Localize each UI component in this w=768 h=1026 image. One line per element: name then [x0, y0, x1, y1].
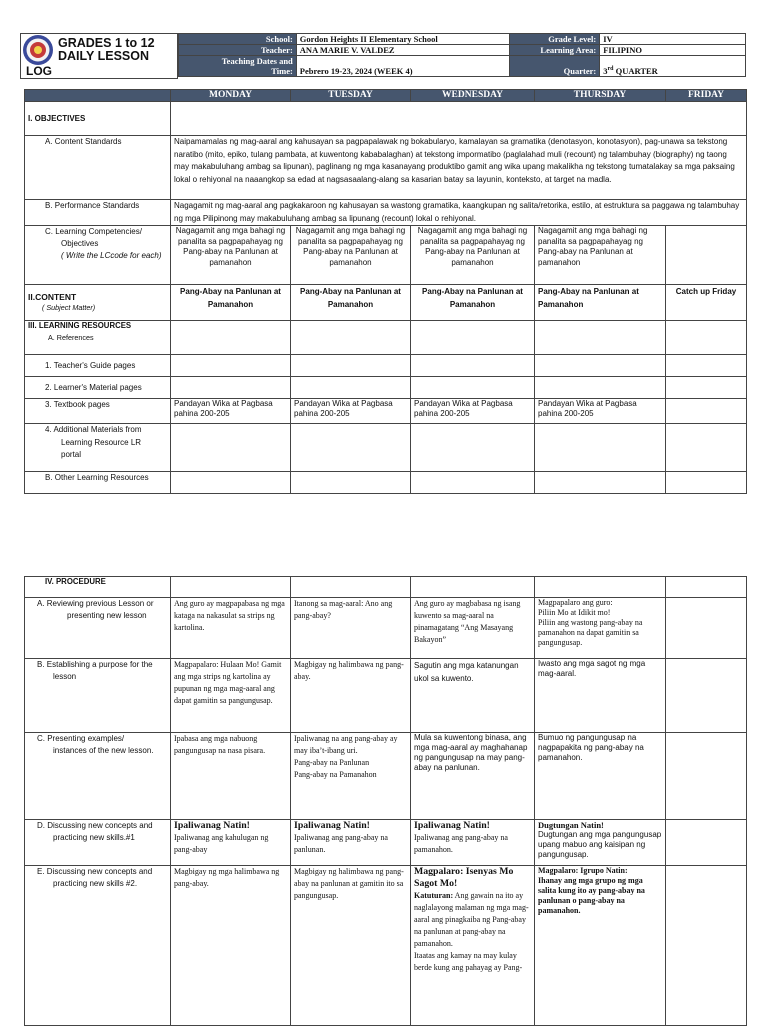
textbook-label: 3. Textbook pages: [25, 399, 171, 424]
presenting-label: C. Presenting examples/ instances of the new lesson.: [25, 733, 171, 820]
content-thursday: Pang-Abay na Panlunan at Pamanahon: [535, 285, 666, 321]
dates-label: Teaching Dates and Time:: [179, 56, 297, 77]
purpose-row: [25, 659, 747, 733]
competencies-label: C. Learning Competencies/ Objectives ( Write the LCcode for each): [25, 226, 171, 285]
competency-tuesday: Nagagamit ang mga bahagi ng panalita sa pagpapahayag ng Pang-abay na Panlunan at pamanahon: [291, 226, 411, 285]
teachers-guide-label: 1. Teacher's Guide pages: [25, 355, 171, 377]
discussing-2-label: E. Discussing new concepts and practicing new skills #2.: [25, 866, 171, 1026]
document-title: GRADES 1 to 12 DAILY LESSON: [58, 36, 155, 63]
presenting-tuesday: Ipaliwanag na ang pang-abay ay may iba’t-ibang uri. Pang-abay na Panlunan Pang-abay na Pamanahon: [291, 733, 411, 820]
content-monday: Pang-Abay na Panlunan at Pamanahon: [171, 285, 291, 321]
competency-thursday: Nagagamit ang mga bahagi ng panalita sa pagpapahayag ng Pang-abay na Panlunan at pamanahon: [535, 226, 666, 285]
purpose-label: B. Establishing a purpose for the lesson: [25, 659, 171, 733]
reviewing-label: A. Reviewing previous Lesson or presenting new lesson: [25, 598, 171, 659]
discussing-1-label: D. Discussing new concepts and practicing new skills.#1: [25, 820, 171, 866]
discussing-1-wednesday: Ipaliwanag Natin! Ipaliwanag ang pang-abay na pamanahon.: [411, 820, 535, 866]
quarter-label: Quarter:: [510, 56, 600, 77]
discussing-1-row: [25, 820, 747, 866]
reviewing-row: [25, 598, 747, 659]
performance-standards-text: Nagagamit ng mag-aaral ang pagkakaroon ng kahusayan sa wastong gramatika, kaangkupan ng salita/retorika, estilo, at estruktura sa paggawa ng talambuhay ng mga Pilipinong may makabuluhang ambag sa lipunang (recount) lokal o rehiyonal.: [171, 200, 747, 226]
purpose-wednesday: Sagutin ang mga katanungan ukol sa kuwento.: [411, 659, 535, 733]
textbook-tuesday: Pandayan Wika at Pagbasa pahina 200-205: [291, 399, 411, 424]
competency-monday: Nagagamit ang mga bahagi ng panalita sa pagpapahayag ng Pang-abay na Panlunan at pamanahon: [171, 226, 291, 285]
resources-heading: III. LEARNING RESOURCES A. References: [25, 321, 171, 355]
presenting-monday: Ipabasa ang mga nabuong pangungusap na nasa pisara.: [171, 733, 291, 820]
textbook-thursday: Pandayan Wika at Pagbasa pahina 200-205: [535, 399, 666, 424]
content-friday: Catch up Friday: [666, 285, 747, 321]
content-standards-text: Naipamamalas ng mag-aaral ang kahusayan sa pagpapalawak ng bokabularyo, kamalayan sa gramatika (denotasyon, konotasyon), pag-unawa sa tekstong naratibo (mito, epiko, tulang pambata, at kuwentong kababalaghan) at tekstong impormatibo (paglalahad muli (recount) ng talambuhay (biography) ng taong may makabuluhang ambag sa lipunan), paglinang ng mga kasanayang produktibo gamit ang wika upang makalikha ng tekstong tumatalakay sa mga paksaing lokal o rehiyonal na naaangkop sa edad at nagsasaalang-alang sa kasarian batay sa layunin, konteksto, at target na madla.: [171, 136, 747, 200]
deped-seal-icon: [22, 34, 54, 66]
content-tuesday: Pang-Abay na Panlunan at Pamanahon: [291, 285, 411, 321]
discussing-1-thursday: Dugtungan Natin! Dugtungan ang mga pangungusap upang mabuo ang kaisipan ng pangungusap.: [535, 820, 666, 866]
textbook-row: [25, 399, 747, 424]
day-thursday: THURSDAY: [535, 90, 666, 102]
school-value: Gordon Heights II Elementary School: [296, 34, 510, 45]
textbook-monday: Pandayan Wika at Pagbasa pahina 200-205: [171, 399, 291, 424]
purpose-thursday: Iwasto ang mga sagot ng mga mag-aaral.: [535, 659, 666, 733]
reviewing-wednesday: Ang guro ay magbabasa ng isang kuwento sa mag-aaral na pinamagatang “Ang Masayang Bakayon”: [411, 598, 535, 659]
content-wednesday: Pang-Abay na Panlunan at Pamanahon: [411, 285, 535, 321]
purpose-tuesday: Magbigay ng halimbawa ng pang-abay.: [291, 659, 411, 733]
dates-value: Pebrero 19-23, 2024 (WEEK 4): [296, 56, 510, 77]
day-friday: FRIDAY: [666, 90, 747, 102]
discussing-2-monday: Magbigay ng mga halimbawa ng pang-abay.: [171, 866, 291, 1026]
document-title-log: LOG: [26, 64, 52, 78]
grade-label: Grade Level:: [510, 34, 600, 45]
purpose-monday: Magpapalaro: Hulaan Mo! Gamit ang mga strips ng kartolina ay pupunan ng mga mag-aaral ang dapat gamitin sa pangungusap.: [171, 659, 291, 733]
procedure-heading-row: [25, 577, 747, 598]
day-header-blank: [25, 90, 171, 102]
other-resources-label: B. Other Learning Resources: [25, 472, 171, 494]
presenting-row: [25, 733, 747, 820]
day-header-row: [25, 90, 747, 102]
reviewing-monday: Ang guro ay magpapabasa ng mga kataga na nakasulat sa strips ng kartolina.: [171, 598, 291, 659]
presenting-thursday: Bumuo ng pangungusap na nagpapakita ng pang-abay na pamanahon.: [535, 733, 666, 820]
performance-standards-label: B. Performance Standards: [25, 200, 171, 226]
content-standards-row: [25, 136, 747, 200]
discussing-2-thursday: Magpalaro: Igrupo Natin: Ihanay ang mga grupo ng mga salita kung ito ay pang-abay na panlunan o pang-abay na pamanahon.: [535, 866, 666, 1026]
procedure-table: [24, 576, 747, 1026]
discussing-1-monday: Ipaliwanag Natin! Ipaliwanag ang kahulugan ng pang-abay: [171, 820, 291, 866]
discussing-2-wednesday: Magpalaro: Isenyas Mo Sagot Mo! Katuturan: Ang gawain na ito ay naglalayong malaman ng mga mag-aaral ang pinagkaiba ng Pang-abay na panlunan at pang-abay na pamanahon. Itaatas ang kamay na may kulay berde kung ang pahayag ay Pang-: [411, 866, 535, 1026]
other-resources-row: [25, 472, 747, 494]
teachers-guide-row: [25, 355, 747, 377]
reviewing-tuesday: Itanong sa mag-aaral: Ano ang pang-abay?: [291, 598, 411, 659]
resources-row: [25, 321, 747, 355]
day-wednesday: WEDNESDAY: [411, 90, 535, 102]
grade-value: IV: [600, 34, 746, 45]
lesson-plan-table: [24, 89, 747, 494]
content-heading: II.CONTENT ( Subject Matter): [25, 285, 171, 321]
content-row: [25, 285, 747, 321]
quarter-value: 3rd QUARTER: [600, 56, 746, 77]
discussing-1-tuesday: Ipaliwanag Natin! Ipaliwanag ang pang-abay na panlunan.: [291, 820, 411, 866]
area-value: FILIPINO: [600, 45, 746, 56]
header-info-table: [178, 33, 746, 77]
content-standards-label: A. Content Standards: [25, 136, 171, 200]
additional-materials-row: [25, 424, 747, 472]
competencies-row: [25, 226, 747, 285]
objectives-row: [25, 102, 747, 136]
day-monday: MONDAY: [171, 90, 291, 102]
learners-material-row: [25, 377, 747, 399]
reviewing-thursday: Magpapalaro ang guro: Piliin Mo at Idikit mo! Piliin ang wastong pang-abay na pamanahon na dapat gamitin sa pangungusap.: [535, 598, 666, 659]
textbook-wednesday: Pandayan Wika at Pagbasa pahina 200-205: [411, 399, 535, 424]
competency-wednesday: Nagagamit ang mga bahagi ng panalita sa pagpapahayag ng Pang-abay na Panlunan at pamanahon: [411, 226, 535, 285]
performance-standards-row: [25, 200, 747, 226]
teacher-label: Teacher:: [179, 45, 297, 56]
school-label: School:: [179, 34, 297, 45]
day-tuesday: TUESDAY: [291, 90, 411, 102]
discussing-2-row: [25, 866, 747, 1026]
discussing-2-tuesday: Magbigay ng halimbawa ng pang-abay na panlunan at gamitin ito sa pangungusap.: [291, 866, 411, 1026]
presenting-wednesday: Mula sa kuwentong binasa, ang mga mag-aaral ay maghahanap ng pangungusap na may pang-abay na panlunan.: [411, 733, 535, 820]
objectives-heading: I. OBJECTIVES: [25, 102, 171, 136]
teacher-value: ANA MARIE V. VALDEZ: [296, 45, 510, 56]
area-label: Learning Area:: [510, 45, 600, 56]
additional-materials-label: 4. Additional Materials from Learning Resource LR portal: [25, 424, 171, 472]
procedure-heading: IV. PROCEDURE: [25, 577, 171, 598]
learners-material-label: 2. Learner's Material pages: [25, 377, 171, 399]
